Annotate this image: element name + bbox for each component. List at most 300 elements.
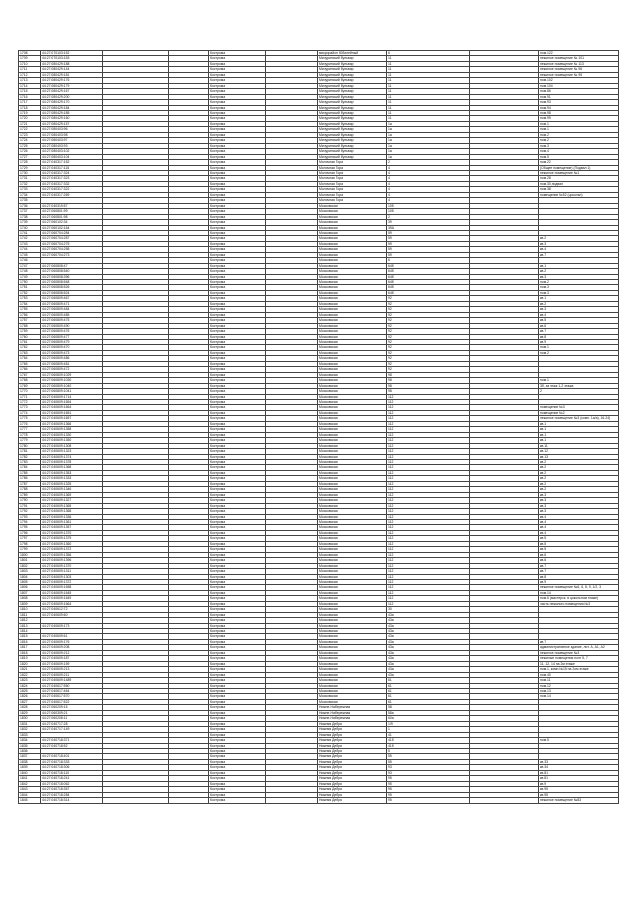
premises: кв.4 [539, 525, 619, 530]
premises: кв.2 [539, 476, 619, 481]
city: Кострома [209, 770, 266, 775]
row-number: 1733 [19, 187, 41, 192]
premises: кв.2 [539, 487, 619, 492]
city: Кострома [209, 503, 266, 508]
house-number: 59 [387, 230, 470, 235]
row-number: 1832 [19, 727, 41, 732]
premises: пом.99 [539, 116, 619, 121]
premises: кв.1 [539, 421, 619, 426]
row-number: 1736 [19, 203, 41, 208]
premises: пом.86 [539, 89, 619, 94]
city: Кострома [209, 732, 266, 737]
cadastral-number: 44:27:040609:61 [41, 634, 103, 639]
house-number: 60а [387, 716, 470, 721]
street: Московская [318, 209, 387, 214]
row-number: 1773 [19, 405, 41, 410]
city: Кострома [209, 143, 266, 148]
row-number: 1754 [19, 301, 41, 306]
cadastral-number: 44:27:040317:332 [41, 181, 103, 186]
premises: пом.4 [539, 149, 619, 154]
city: Кострома [209, 209, 266, 214]
house-number: 105 [387, 203, 470, 208]
row-number: 1769 [19, 383, 41, 388]
row-number: 1755 [19, 307, 41, 312]
house-number: 92 [387, 361, 470, 366]
house-number: 11 [387, 116, 470, 121]
row-number: 1737 [19, 209, 41, 214]
row-number: 1708 [19, 51, 41, 56]
row-number: 1805 [19, 579, 41, 584]
premises: пом.38 [539, 187, 619, 192]
cadastral-number: 44:27:040317:269 [41, 192, 103, 197]
house-number: 61 [387, 694, 470, 699]
house-number: 112 [387, 421, 470, 426]
row-number: 1780 [19, 443, 41, 448]
city: Кострома [209, 579, 266, 584]
cadastral-number: 44:27:060808:526 [41, 285, 103, 290]
row-number: 1763 [19, 350, 41, 355]
street: Московская [318, 661, 387, 666]
row-number: 1718 [19, 105, 41, 110]
house-number: 112 [387, 443, 470, 448]
street: Московская [318, 678, 387, 683]
street: Мичуринский бульвар [318, 72, 387, 77]
house-number: 92 [387, 301, 470, 306]
cadastral-number: 44:27:060209:15 [41, 705, 103, 710]
street: Московская [318, 579, 387, 584]
city: Кострома [209, 132, 266, 137]
cadastral-number: 44:27:040319:57 [41, 203, 103, 208]
street: Московская [318, 252, 387, 257]
house-number: 41б [387, 738, 470, 743]
city: Кострома [209, 181, 266, 186]
city: Кострома [209, 514, 266, 519]
house-number: 58 [387, 705, 470, 710]
row-number: 1743 [19, 241, 41, 246]
row-number: 1807 [19, 590, 41, 595]
premises: пом.3 [539, 285, 619, 290]
row-number: 1839 [19, 765, 41, 770]
row-number: 1794 [19, 519, 41, 524]
street: Московская [318, 552, 387, 557]
row-number: 1757 [19, 318, 41, 323]
street: Московская [318, 274, 387, 279]
cadastral-number: 44:27:040609:1664 [41, 601, 103, 606]
premises: нежилое помещение № 95 [539, 72, 619, 77]
city: Кострома [209, 56, 266, 61]
premises: кв.5 [539, 318, 619, 323]
city: Кострома [209, 149, 266, 154]
premises: кв.4 [539, 312, 619, 317]
street: Нижняя Дебря [318, 754, 387, 759]
blank-cell [103, 798, 169, 803]
street: Московская [318, 639, 387, 644]
premises: кв.11 [539, 443, 619, 448]
premises: кв.2 [539, 301, 619, 306]
cadastral-number: 44:27:040609:159 [41, 661, 103, 666]
premises: пом.1 [539, 127, 619, 132]
street: Нижняя Дебря [318, 721, 387, 726]
registry-table [18, 50, 619, 804]
street: Московская [318, 247, 387, 252]
house-number: 112 [387, 487, 470, 492]
house-number: 112 [387, 394, 470, 399]
row-number: 1785 [19, 470, 41, 475]
cadastral-number: 44:27:080429:181 [41, 72, 103, 77]
house-number: 6 [387, 258, 470, 263]
house-number: 112 [387, 470, 470, 475]
cadastral-number: 44:27:040718:401 [41, 754, 103, 759]
cadastral-number: 44:27:040609:1308 [41, 443, 103, 448]
cadastral-number: 44:27:060704:287 [41, 236, 103, 241]
premises: кв.3 [539, 498, 619, 503]
cadastral-number: 44:27:040609:1303 [41, 574, 103, 579]
house-number: 112 [387, 585, 470, 590]
street: Московская [318, 476, 387, 481]
city: Кострома [209, 798, 266, 803]
city: Кострома [209, 459, 266, 464]
premises: кв.7 [539, 252, 619, 257]
cadastral-number: 44:27:040609:1369 [41, 492, 103, 497]
city: Кострома [209, 100, 266, 105]
house-number: 11 [387, 67, 470, 72]
house-number: 92 [387, 307, 470, 312]
street: Московская [318, 683, 387, 688]
cadastral-number: 44:27:040609:1654 [41, 400, 103, 405]
city: Кострома [209, 154, 266, 159]
cadastral-number: 44:27:040609:1327 [41, 498, 103, 503]
city: Кострома [209, 749, 266, 754]
street: Московская [318, 487, 387, 492]
city: Кострома [209, 781, 266, 786]
city: Кострома [209, 705, 266, 710]
street: Молочная Гора [318, 181, 387, 186]
premises: кв.7 [539, 329, 619, 334]
row-number: 1829 [19, 710, 41, 715]
row-number: 1842 [19, 781, 41, 786]
house-number: 112 [387, 590, 470, 595]
city: Кострома [209, 285, 266, 290]
street: Нижняя Дебря [318, 765, 387, 770]
premises: часть нежилого помещения №3 [539, 601, 619, 606]
street: Московская [318, 558, 387, 563]
cadastral-number: 44:27:070103:152 [41, 51, 103, 56]
cadastral-number: 44:27:040609:1396 [41, 558, 103, 563]
row-number: 1831 [19, 721, 41, 726]
street: Московская [318, 285, 387, 290]
premises: пом.2 [539, 350, 619, 355]
house-number: 112 [387, 519, 470, 524]
street: Мичуринский бульвар [318, 89, 387, 94]
street: Московская [318, 481, 387, 486]
city: Кострома [209, 519, 266, 524]
row-number: 1795 [19, 525, 41, 530]
cadastral-number: 44:27:040609:1714 [41, 394, 103, 399]
premises: пом.93 [539, 100, 619, 105]
city: Кострома [209, 383, 266, 388]
row-number: 1823 [19, 678, 41, 683]
street: Мичуринский бульвар [318, 56, 387, 61]
street: Московская [318, 220, 387, 225]
premises: нежилое помещение №3 (комн. 1а/а), 16-24) [539, 416, 619, 421]
row-number: 1709 [19, 56, 41, 61]
street: Московская [318, 312, 387, 317]
row-number: 1818 [19, 650, 41, 655]
house-number: 43а [387, 634, 470, 639]
street: Московская [318, 689, 387, 694]
cadastral-number: 44:27:040609:1645 [41, 590, 103, 595]
premises: пом.2 [539, 138, 619, 143]
row-number: 1822 [19, 672, 41, 677]
row-number: 1784 [19, 465, 41, 470]
cadastral-number: 44:27:060809:477 [41, 334, 103, 339]
cadastral-number: 44:27:060309:21 [41, 710, 103, 715]
row-number: 1762 [19, 345, 41, 350]
premises: кв.1 [539, 263, 619, 268]
street: Московская [318, 509, 387, 514]
cadastral-number: 44:27:080403:102 [41, 149, 103, 154]
city: Кострома [209, 585, 266, 590]
street: Московская [318, 416, 387, 421]
cadastral-number: 44:27:040718:062 [41, 781, 103, 786]
street: Московская [318, 634, 387, 639]
city: Кострома [209, 416, 266, 421]
house-number: 2 [387, 214, 470, 219]
house-number: 112 [387, 427, 470, 432]
row-number: 1803 [19, 569, 41, 574]
city: Кострома [209, 454, 266, 459]
premises: пом.22 [539, 160, 619, 165]
house-number: 4 [387, 187, 470, 192]
row-number: 1820 [19, 661, 41, 666]
house-number: 64б [387, 280, 470, 285]
row-number: 1833 [19, 732, 41, 737]
premises: кв.81 [539, 770, 619, 775]
street: Нижне-Набережная [318, 716, 387, 721]
city: Кострома [209, 241, 266, 246]
house-number: 112 [387, 416, 470, 421]
house-number: 92 [387, 340, 470, 345]
row-number: 1788 [19, 487, 41, 492]
house-number: 92 [387, 329, 470, 334]
city: Кострома [209, 754, 266, 759]
house-number: 95 [387, 792, 470, 797]
street: Московская [318, 334, 387, 339]
city: Кострома [209, 699, 266, 704]
row-number: 1838 [19, 759, 41, 764]
street: Московская [318, 530, 387, 535]
premises: пом.91 [539, 94, 619, 99]
house-number: 61 [387, 683, 470, 688]
cadastral-number: 44:27:060704:275 [41, 241, 103, 246]
premises: пом.1 [539, 345, 619, 350]
row-number: 1734 [19, 192, 41, 197]
street: Московская [318, 230, 387, 235]
city: Кострома [209, 590, 266, 595]
city: Кострома [209, 329, 266, 334]
city: Кострома [209, 710, 266, 715]
premises: кв.4 [539, 247, 619, 252]
row-number: 1817 [19, 645, 41, 650]
house-number: 92 [387, 345, 470, 350]
premises: кв.6 [539, 558, 619, 563]
city: Кострома [209, 110, 266, 115]
street: Мичуринский бульвар [318, 154, 387, 159]
house-number: 1 [387, 727, 470, 732]
city: Кострома [209, 318, 266, 323]
street: Нижняя Дебря [318, 749, 387, 754]
street: Московская [318, 345, 387, 350]
premises: кв.95 [539, 792, 619, 797]
premises: кв.6 [539, 323, 619, 328]
street: Нижняя Дебря [318, 781, 387, 786]
city: Кострома [209, 89, 266, 94]
street: Московская [318, 547, 387, 552]
house-number: 92 [387, 323, 470, 328]
registry-rows [19, 51, 619, 804]
cadastral-number: 44:27:080403:93 [41, 143, 103, 148]
street: Московская [318, 269, 387, 274]
city: Кострома [209, 552, 266, 557]
house-number: 64б [387, 269, 470, 274]
house-number: 1а [387, 143, 470, 148]
house-number: 112 [387, 503, 470, 508]
premises: кв.4 [539, 519, 619, 524]
street: Московская [318, 350, 387, 355]
cadastral-number: 44:27:080429:144 [41, 67, 103, 72]
cadastral-number: 44:27:040317:323 [41, 176, 103, 181]
premises: кв.2 [539, 470, 619, 475]
house-number: 95 [387, 776, 470, 781]
city: Кострома [209, 367, 266, 372]
street: Молочная Гора [318, 176, 387, 181]
row-number: 1819 [19, 656, 41, 661]
row-number: 1791 [19, 503, 41, 508]
house-number: 92 [387, 312, 470, 317]
premises: пом.11 [539, 678, 619, 683]
city: Кострома [209, 263, 266, 268]
street: Московская [318, 563, 387, 568]
street: Московская [318, 367, 387, 372]
premises: кв.2 [539, 459, 619, 464]
row-number: 1764 [19, 356, 41, 361]
row-number: 1742 [19, 236, 41, 241]
street: Московская [318, 541, 387, 546]
row-number: 1792 [19, 509, 41, 514]
row-number: 1781 [19, 449, 41, 454]
house-number: 1а [387, 138, 470, 143]
city: Кострома [209, 340, 266, 345]
street: Молочная Гора [318, 187, 387, 192]
street: Нижняя Дебря [318, 738, 387, 743]
city: Кострома [209, 176, 266, 181]
city: Кострома [209, 487, 266, 492]
row-number: 1800 [19, 552, 41, 557]
city: Кострома [209, 661, 266, 666]
city: Кострома [209, 498, 266, 503]
row-number: 1815 [19, 634, 41, 639]
city: Кострома [209, 541, 266, 546]
street: Московская [318, 465, 387, 470]
house-number: 92 [387, 334, 470, 339]
house-number: 43а [387, 656, 470, 661]
row-number: 1843 [19, 787, 41, 792]
city: Кострома [209, 629, 266, 634]
house-number: 112 [387, 476, 470, 481]
row-number: 1739 [19, 220, 41, 225]
street: Московская [318, 225, 387, 230]
city: Кострома [209, 776, 266, 781]
city: Кострома [209, 378, 266, 383]
street: Московская [318, 667, 387, 672]
cadastral-number: 44:27:040609:1649 [41, 596, 103, 601]
city: Кострома [209, 623, 266, 628]
city: Кострома [209, 738, 266, 743]
street: Нижняя Дебря [318, 743, 387, 748]
cadastral-number: 44:27:040609:1336 [41, 514, 103, 519]
cadastral-number: 44:27:060801:98 [41, 214, 103, 219]
premises: пом.6 (мастерск. в цокольном этаже) [539, 596, 619, 601]
row-number: 1710 [19, 61, 41, 66]
blank-cell [266, 798, 318, 803]
city: Кострома [209, 727, 266, 732]
city: Кострома [209, 574, 266, 579]
house-number: 43а [387, 661, 470, 666]
row-number: 1841 [19, 776, 41, 781]
premises: кв.9 [539, 781, 619, 786]
street: Московская [318, 656, 387, 661]
city: Кострома [209, 427, 266, 432]
house-number: 43а [387, 639, 470, 644]
city: Кострома [209, 280, 266, 285]
street: Московская [318, 699, 387, 704]
city: Кострома [209, 765, 266, 770]
street: Мичуринский бульвар [318, 78, 387, 83]
city: Кострома [209, 389, 266, 394]
premises: кв.9 [539, 340, 619, 345]
premises: кв.2 [539, 465, 619, 470]
premises: пом.5 [539, 738, 619, 743]
street: Московская [318, 514, 387, 519]
house-number: 4 [387, 181, 470, 186]
street: Московская [318, 443, 387, 448]
cadastral-number: 44:27:040609:1357 [41, 525, 103, 530]
premises: помещение №52 (цокольн) [539, 192, 619, 197]
house-number: 112 [387, 574, 470, 579]
street: Мичуринский бульвар [318, 110, 387, 115]
city: Кострома [209, 678, 266, 683]
premises: нежилое помещение №1 [539, 170, 619, 175]
cadastral-number: 44:27:060809:481 [41, 361, 103, 366]
cadastral-number: 44:27:040717:28 [41, 721, 103, 726]
house-number: 92 [387, 356, 470, 361]
cadastral-number: 44:27:040617:464 [41, 689, 103, 694]
city: Кострома [209, 607, 266, 612]
house-number: 1а [387, 121, 470, 126]
street: Мичуринский бульвар [318, 83, 387, 88]
row-number: 1798 [19, 541, 41, 546]
street: Молочная Гора [318, 192, 387, 197]
house-number: 59 [387, 236, 470, 241]
row-number: 1768 [19, 378, 41, 383]
street: Московская [318, 280, 387, 285]
cadastral-number: 44:27:060208:11 [41, 716, 103, 721]
cadastral-number: 44:27:040609:1489 [41, 678, 103, 683]
row-number: 1723 [19, 132, 41, 137]
row-number: 1821 [19, 667, 41, 672]
premises: нежилое помещение №83 [539, 798, 619, 803]
row-number: 1826 [19, 694, 41, 699]
